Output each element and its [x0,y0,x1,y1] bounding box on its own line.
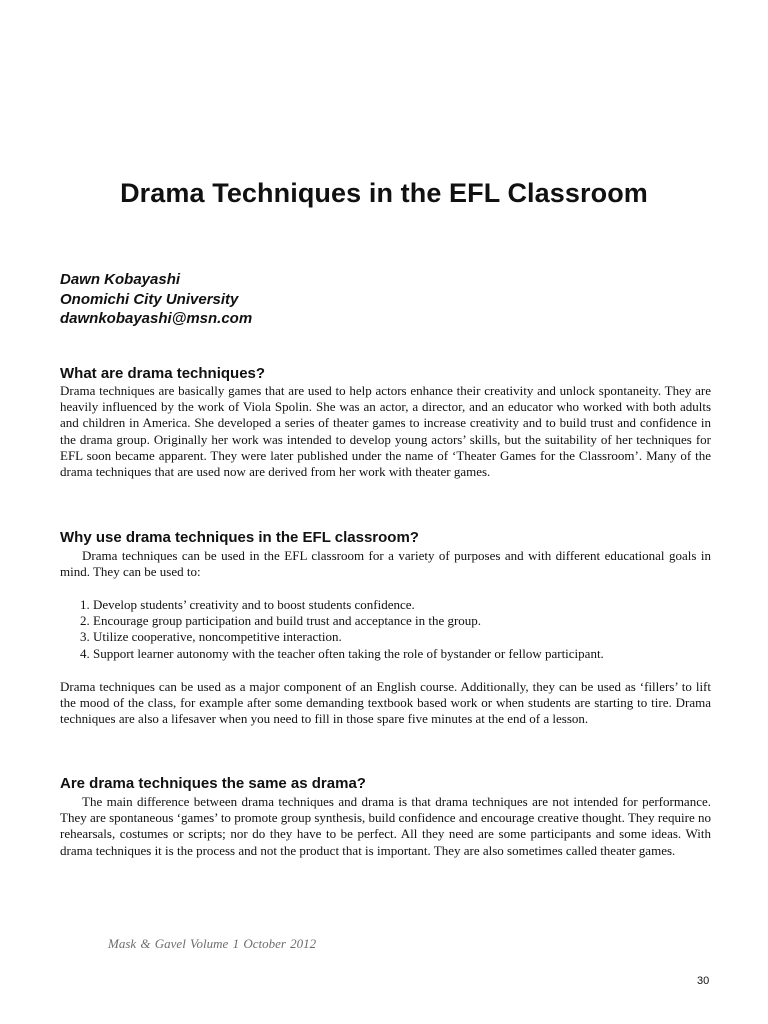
author-affiliation: Onomichi City University [60,290,239,308]
section-closing-why: Drama techniques can be used as a major component of an English course. Additionally, they can be used as ‘fillers’ to lift the mood of the class, for example after some demanding textbook based work or when students are starting to tire. Drama techniques are also a lifesaver when you need to fill in those spare five minutes at the end of a lesson. [60,679,711,727]
page-number: 30 [697,975,710,987]
journal-footer: Mask & Gavel Volume 1 October 2012 [108,936,317,951]
list-item: 4. Support learner autonomy with the teacher often taking the role of bystander or fellow participant. [80,645,604,661]
section-body-same: The main difference between drama techniques and drama is that drama techniques are not intended for performance. They are spontaneous ‘games’ to promote group synthesis, build confidence and encourage creative thought. They require no rehearsals, costumes or scripts; nor do they have to be perfect. All they need are some participants and some ideas. With drama techniques it is the process and not the product that is important. They are also sometimes called theater games. [60,794,711,858]
author-block [60,270,252,329]
section-body-what: Drama techniques are basically games that are used to help actors enhance their creativity and unlock spontaneity. They are heavily influenced by the work of Viola Spolin. She was an actor, a director, and an educator who worked with both adults and children in America. She developed a series of theater games to increase creativity and to build trust and confidence in the drama group. Originally her work was intended to develop young actors’ skills, but the suitability of her techniques for EFL soon became apparent. They were later published under the name of ‘Theater Games for the Classroom’. Many of the drama techniques that are used now are derived from her work with theater games. [60,383,711,480]
list-item: 3. Utilize cooperative, noncompetitive interaction. [80,629,342,645]
list-item: 1. Develop students’ creativity and to boost students confidence. [80,597,415,612]
author-email: dawnkobayashi@msn.com [60,310,253,327]
section-heading-why: Why use drama techniques in the EFL classroom? [60,529,419,546]
list-item: 2. Encourage group participation and build trust and acceptance in the group. [80,613,482,629]
section-intro-why: Drama techniques can be used in the EFL classroom for a variety of purposes and with different educational goals in mind. They can be used to: [60,548,711,580]
paper-title: Drama Techniques in the EFL Classroom [120,178,648,208]
author-name: Dawn Kobayashi [60,271,181,288]
section-heading-same: Are drama techniques the same as drama? [60,775,366,792]
purpose-list [60,597,711,662]
section-heading-what: What are drama techniques? [60,365,266,382]
